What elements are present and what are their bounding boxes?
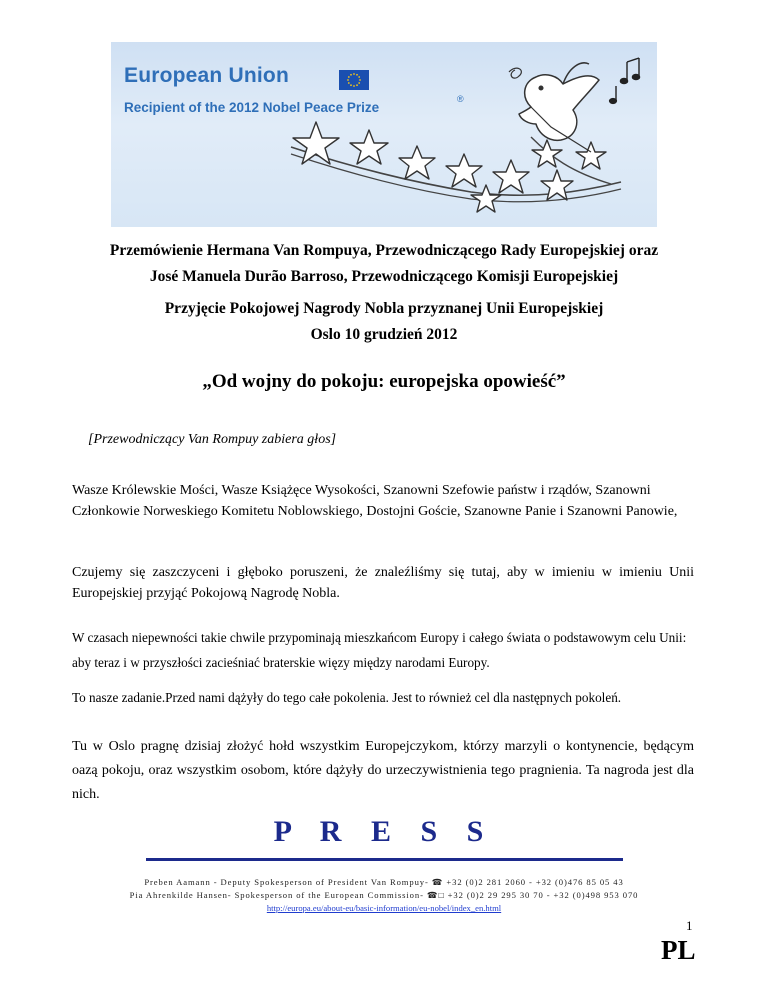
- contact-line-1: Preben Aamann - Deputy Spokesperson of President Van Rompuy- ☎ +32 (0)2 281 2060 - +32 (0)476 85 05 43: [144, 877, 624, 887]
- nobel-info-link[interactable]: http://europa.eu/about-eu/basic-information/eu-nobel/index_en.html: [266, 903, 502, 913]
- ceremony-heading: Przyjęcie Pokojowej Nagrody Nobla przyznanej Unii Europejskiej: [164, 300, 604, 317]
- press-divider: [146, 858, 623, 861]
- star-icon: [293, 122, 339, 164]
- paragraph: Wasze Królewskie Mości, Wasze Książęce Wysokości, Szanowni Szefowie państw i rządów, Szanowni Członkowie Norweskiego Komitetu Noblowskiego, Dostojni Goście, Szanowne Panie i Szanowni Panowie,: [72, 483, 678, 519]
- registered-mark: ®: [457, 94, 464, 104]
- footer-link-line: [40, 903, 728, 913]
- star-icon: [471, 185, 501, 212]
- star-icon: [446, 154, 482, 187]
- star-icon: [532, 140, 562, 167]
- paragraph: W czasach niepewności takie chwile przypominają mieszkańcom Europy i całego świata o podstawowym celu Unii: aby teraz i w przyszłości zacieśniać braterskie więzy między narodami Europy.: [72, 630, 687, 670]
- paragraph: To nasze zadanie.Przed nami dążyły do tego całe pokolenia. Jest to również cel dla następnych pokoleń.: [72, 690, 622, 705]
- page-number: 1: [686, 918, 693, 933]
- star-icon: [541, 170, 573, 200]
- speaker-note: [Przewodniczący Van Rompuy zabiera głos]: [88, 432, 337, 447]
- star-icon: [350, 130, 388, 164]
- banner-subtitle: Recipient of the 2012 Nobel Peace Prize: [124, 100, 380, 115]
- nobel-banner: [111, 42, 657, 227]
- paragraph: Tu w Oslo pragnę dzisiaj złożyć hołd wszystkim Europejczykom, którzy marzyli o kontynencie, będącym oazą pokoju, oraz wszystkim osobom, które dążyły do urzeczywistnienia tego pragnienia. Ta nagroda jest dla nich.: [72, 739, 694, 802]
- eu-flag-icon: [339, 70, 369, 90]
- star-icon: [399, 146, 435, 179]
- press-label: P R E S S: [273, 815, 495, 848]
- speech-heading-line-1: Przemówienie Hermana Van Rompuya, Przewodniczącego Rady Europejskiej oraz: [109, 242, 659, 259]
- speech-title: „Od wojny do pokoju: europejska opowieść”: [202, 371, 566, 392]
- banner-title: European Union: [124, 64, 289, 87]
- speech-heading-line-2: José Manuela Durão Barroso, Przewodniczącego Komisji Europejskiej: [149, 268, 619, 285]
- contact-line-2: Pia Ahrenkilde Hansen- Spokesperson of the European Commission- ☎□ +32 (0)2 29 295 30 70 - +32 (0)498 953 070: [129, 890, 639, 900]
- language-code: PL: [661, 935, 696, 965]
- star-icon: [493, 160, 529, 193]
- paragraph: Czujemy się zaszczyceni i głęboko poruszeni, że znaleźliśmy się tutaj, aby w imieniu w imieniu Unii Europejskiej przyjąć Pokojową Nagrodę Nobla.: [72, 565, 694, 601]
- place-and-date: Oslo 10 grudzień 2012: [310, 326, 458, 343]
